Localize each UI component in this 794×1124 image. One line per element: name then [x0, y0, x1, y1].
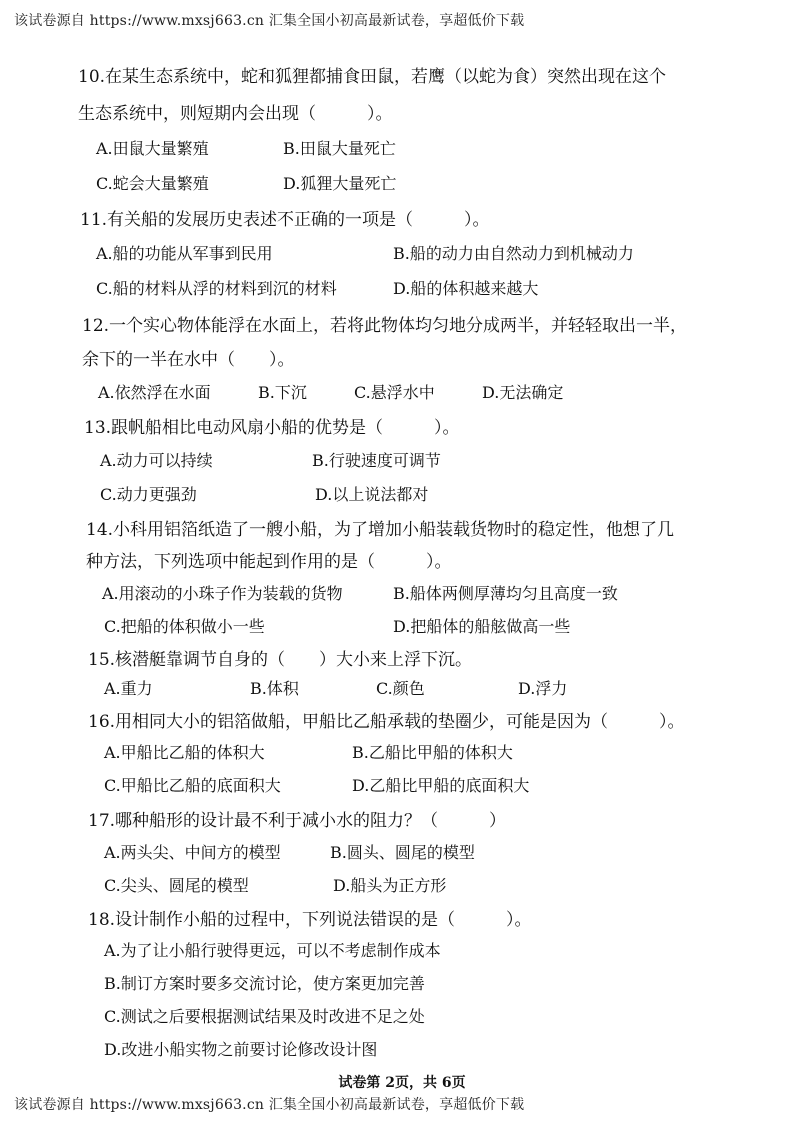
- page-number-footer: [0, 1072, 794, 1092]
- question-10-line-2: 生态系统中，则短期内会出现（ ）。: [78, 104, 393, 124]
- question-14-option-b: B.船体两侧厚薄均匀且高度一致: [393, 584, 618, 603]
- question-12-line-2: 余下的一半在水中（ ）。: [82, 350, 295, 370]
- question-16-option-c: C.甲船比乙船的底面积大: [104, 776, 281, 795]
- question-16-option-b: B.乙船比甲船的体积大: [352, 743, 513, 762]
- question-10-line-1: 10.在某生态系统中，蛇和狐狸都捕食田鼠，若鹰（以蛇为食）突然出现在这个: [78, 67, 667, 87]
- question-15-option-a: A.重力: [104, 679, 153, 698]
- question-15-option-b: B.体积: [250, 679, 299, 698]
- page-number-label: 试卷第 2页，共 6页: [338, 1075, 466, 1091]
- question-10-option-b: B.田鼠大量死亡: [283, 139, 396, 158]
- question-13-option-c: C.动力更强劲: [100, 485, 197, 504]
- question-10-option-d: D.狐狸大量死亡: [283, 174, 397, 193]
- question-14-option-a: A.用滚动的小珠子作为装载的货物: [102, 584, 343, 603]
- question-12-option-c: C.悬浮水中: [354, 383, 435, 402]
- question-13-option-b: B.行驶速度可调节: [312, 451, 441, 470]
- question-14-line-1: 14.小科用铝箔纸造了一艘小船，为了增加小船装载货物时的稳定性，他想了几: [86, 520, 675, 540]
- question-13-option-d: D.以上说法都对: [315, 485, 429, 504]
- question-13-line-1: 13.跟帆船相比电动风扇小船的优势是（ ）。: [84, 418, 460, 438]
- question-10-option-a: A.田鼠大量繁殖: [96, 139, 209, 158]
- question-17-option-c: C.尖头、圆尾的模型: [104, 876, 249, 895]
- question-16-option-d: D.乙船比甲船的底面积大: [352, 776, 530, 795]
- source-banner-top: 该试卷源自 https://www.mxsj663.cn 汇集全国小初高最新试卷，享超低价下载: [14, 13, 525, 29]
- question-14-option-c: C.把船的体积做小一些: [104, 617, 265, 636]
- question-17-option-d: D.船头为正方形: [333, 876, 447, 895]
- question-18-option-d: D.改进小船实物之前要讨论修改设计图: [104, 1040, 378, 1059]
- question-12-line-1: 12.一个实心物体能浮在水面上，若将此物体均匀地分成两半，并轻轻取出一半，: [82, 316, 688, 336]
- question-18-option-b: B.制订方案时要多交流讨论，使方案更加完善: [104, 974, 425, 993]
- question-14-option-d: D.把船体的船舷做高一些: [393, 617, 571, 636]
- question-15-option-c: C.颜色: [376, 679, 425, 698]
- question-11-option-c: C.船的材料从浮的材料到沉的材料: [96, 279, 337, 298]
- question-14-line-2: 种方法，下列选项中能起到作用的是（ ）。: [86, 552, 452, 572]
- question-18-option-c: C.测试之后要根据测试结果及时改进不足之处: [104, 1007, 425, 1026]
- question-16-option-a: A.甲船比乙船的体积大: [104, 743, 265, 762]
- question-17-line-1: 17.哪种船形的设计最不利于减小水的阻力？（ ）: [88, 811, 507, 831]
- question-18-line-1: 18.设计制作小船的过程中，下列说法错误的是（ ）。: [88, 910, 532, 930]
- question-11-option-b: B.船的动力由自然动力到机械动力: [393, 244, 634, 263]
- question-11-option-d: D.船的体积越来越大: [393, 279, 539, 298]
- question-10-option-c: C.蛇会大量繁殖: [96, 174, 209, 193]
- question-11-line-1: 11.有关船的发展历史表述不正确的一项是（ ）。: [80, 210, 490, 230]
- question-13-option-a: A.动力可以持续: [100, 451, 213, 470]
- question-15-line-1: 15.核潜艇靠调节自身的（ ）大小来上浮下沉。: [88, 650, 473, 670]
- question-16-line-1: 16.用相同大小的铝箔做船，甲船比乙船承载的垫圈少，可能是因为（ ）。: [88, 712, 685, 732]
- question-12-option-d: D.无法确定: [482, 383, 564, 402]
- question-18-option-a: A.为了让小船行驶得更远，可以不考虑制作成本: [104, 941, 441, 960]
- question-17-option-b: B.圆头、圆尾的模型: [330, 843, 475, 862]
- question-17-option-a: A.两头尖、中间方的模型: [104, 843, 281, 862]
- question-12-option-b: B.下沉: [258, 383, 307, 402]
- question-11-option-a: A.船的功能从军事到民用: [96, 244, 273, 263]
- source-banner-bottom: 该试卷源自 https://www.mxsj663.cn 汇集全国小初高最新试卷，享超低价下载: [14, 1097, 525, 1113]
- question-15-option-d: D.浮力: [518, 679, 568, 698]
- question-12-option-a: A.依然浮在水面: [98, 383, 211, 402]
